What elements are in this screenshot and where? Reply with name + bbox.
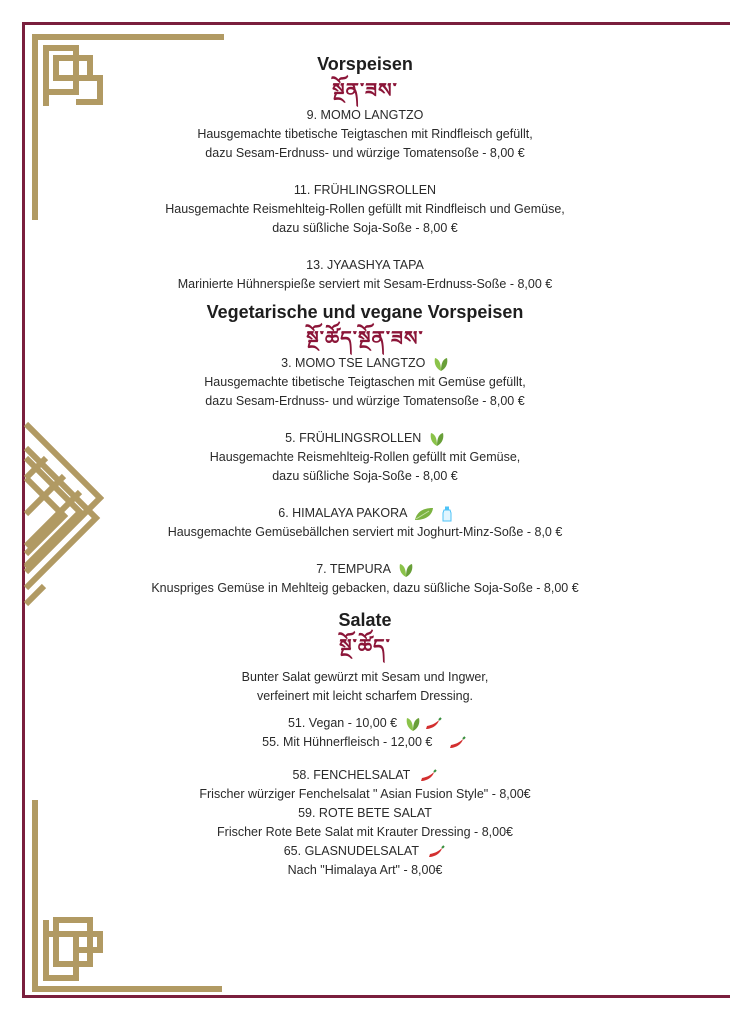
salad-intro: Bunter Salat gewürzt mit Sesam und Ingwer, (241, 670, 489, 684)
dish-description: Hausgemachte Reismehlteig-Rollen gefüllt mit Rindfleisch und Gemüse, (165, 202, 565, 216)
dish-description: Knuspriges Gemüse in Mehlteig gebacken, dazu süßliche Soja-Soße - 8,00 € (151, 581, 579, 595)
dish-name: 65. GLASNUDELSALAT (283, 844, 419, 858)
dish-description: Nach "Himalaya Art" - 8,00€ (287, 863, 443, 877)
dish-jyaashya-tapa (100, 256, 630, 294)
dish-name: 59. ROTE BETE SALAT (298, 806, 432, 820)
option-label: 51. Vegan - 10,00 € (287, 716, 398, 730)
dish-name: 7. TEMPURA (316, 562, 391, 576)
dish-glasnudelsalat (100, 842, 630, 880)
vegetarian-leaf-icon (414, 507, 434, 521)
section-title-vegetarisch: Vegetarische und vegane Vorspeisen (206, 302, 524, 322)
dish-momo-tse-langtzo (100, 354, 630, 411)
dish-description: Frischer würziger Fenchelsalat " Asian Fusion Style" - 8,00€ (199, 787, 531, 801)
dish-name: 58. FENCHELSALAT (292, 768, 411, 782)
section-title-vorspeisen: Vorspeisen (317, 54, 413, 74)
milk-bottle-icon (442, 506, 452, 522)
chili-icon (424, 717, 442, 731)
tibetan-title-vegetarisch: སྔོ་ཚོད་སྔོན་ཟས་ (306, 326, 424, 350)
dish-rote-bete-salat (100, 804, 630, 842)
dish-name: 5. FRÜHLINGSROLLEN (285, 431, 422, 445)
dish-tempura (100, 560, 630, 598)
vegan-leaf-icon (433, 356, 449, 372)
chili-icon (446, 736, 468, 750)
chili-icon (426, 845, 446, 859)
dish-name: 13. JYAASHYA TAPA (306, 258, 424, 272)
dish-momo-langtzo (100, 106, 630, 163)
dish-fruehlingsrollen-gemuese (100, 429, 630, 486)
dish-description: Hausgemachte tibetische Teigtaschen mit Rindfleisch gefüllt, (197, 127, 533, 141)
dish-description: dazu Sesam-Erdnuss- und würzige Tomatensoße - 8,00 € (205, 146, 525, 160)
tibetan-title-salate: སྔོ་ཚོད་ (339, 634, 391, 658)
vegan-leaf-icon (429, 431, 445, 447)
dish-name: 9. MOMO LANGTZO (306, 108, 424, 122)
dish-description: Marinierte Hühnerspieße serviert mit Sesam-Erdnuss-Soße - 8,00 € (177, 277, 553, 291)
chili-icon (418, 769, 438, 783)
salad-option-vegan (100, 714, 630, 733)
dish-description: dazu süßliche Soja-Soße - 8,00 € (272, 469, 458, 483)
option-label: 55. Mit Hühnerfleisch - 12,00 € (262, 735, 433, 749)
dish-description: Hausgemachte Gemüsebällchen serviert mit Joghurt-Minz-Soße - 8,0 € (167, 525, 563, 539)
vegan-leaf-icon (405, 716, 421, 732)
dish-description: Hausgemachte Reismehlteig-Rollen gefüllt mit Gemüse, (209, 450, 521, 464)
section-title-salate: Salate (338, 610, 392, 630)
dish-fruehlingsrollen-rind (100, 181, 630, 238)
salad-option-chicken (100, 733, 630, 752)
salad-intro: verfeinert mit leicht scharfem Dressing. (256, 689, 474, 703)
dish-description: dazu süßliche Soja-Soße - 8,00 € (272, 221, 458, 235)
dish-description: Hausgemachte tibetische Teigtaschen mit Gemüse gefüllt, (204, 375, 526, 389)
vegan-leaf-icon (398, 562, 414, 578)
dish-description: Frischer Rote Bete Salat mit Krauter Dressing - 8,00€ (217, 825, 513, 839)
tibetan-title-vorspeisen: སྔོན་ཟས་ (332, 78, 398, 102)
menu-content (100, 52, 630, 880)
dish-fenchelsalat (100, 766, 630, 804)
dish-name: 3. MOMO TSE LANGTZO (281, 356, 426, 370)
dish-name: 11. FRÜHLINGSROLLEN (293, 183, 437, 197)
dish-description: dazu Sesam-Erdnuss- und würzige Tomatensoße - 8,00 € (205, 394, 525, 408)
side-knot-ornament (24, 418, 104, 608)
dish-name: 6. HIMALAYA PAKORA (278, 506, 407, 520)
dish-himalaya-pakora (100, 504, 630, 542)
